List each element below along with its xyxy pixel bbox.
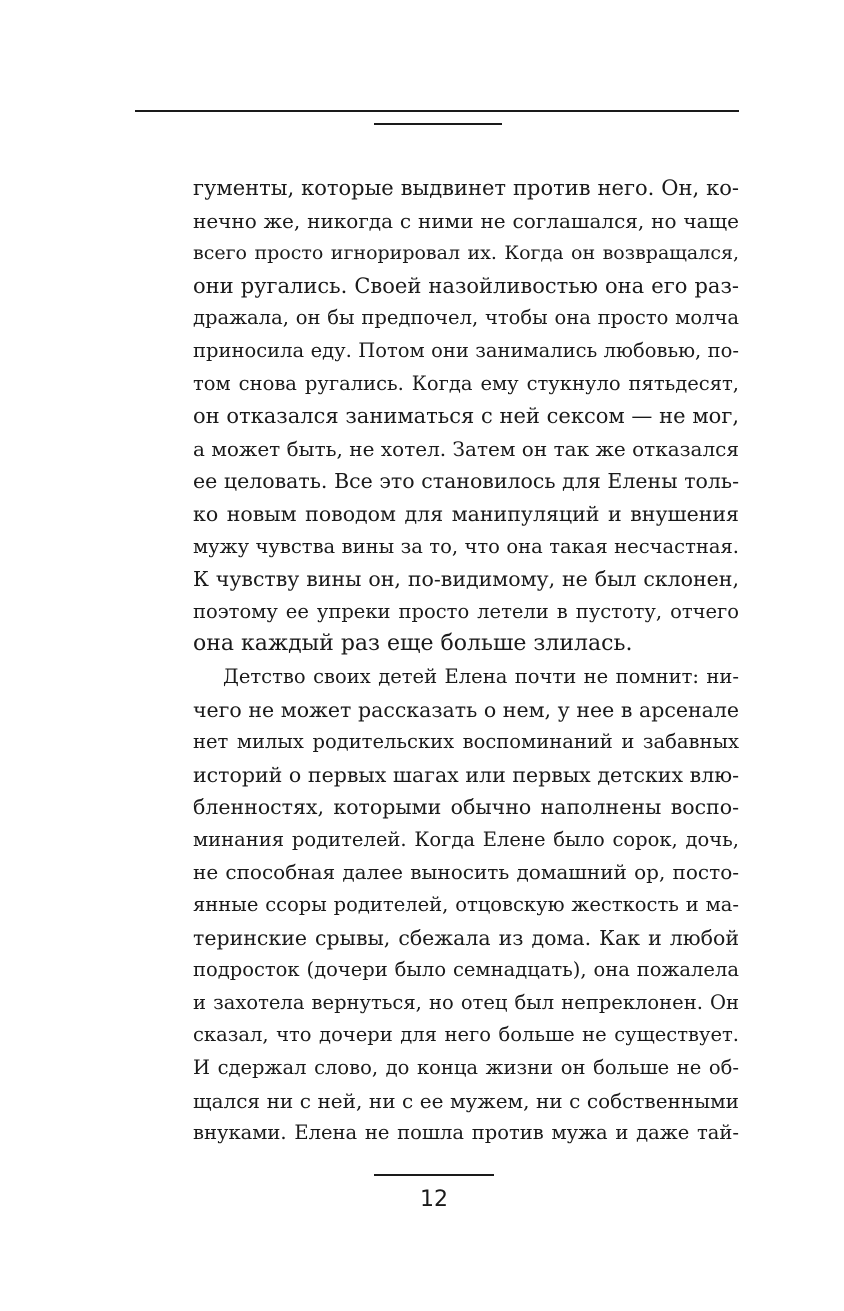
text-line: ко новым поводом для манипуляций и внушения [193,501,739,526]
text-line: К чувству вины он, по-видимому, не был склонен, [193,567,739,592]
text-line: он отказался заниматься с ней сексом — не мог, [193,404,739,429]
text-line: ее целовать. Все это становилось для Елены толь- [193,469,739,494]
text-line: приносила еду. Потом они занимались любовью, по- [193,338,739,362]
text-line: поэтому ее упреки просто летели в пустоту, отчего [193,599,739,623]
text-line: том снова ругались. Когда ему стукнуло пятьдесят, [193,371,739,395]
header-rule-short [374,123,502,125]
text-line: теринские срывы, сбежала из дома. Как и любой [193,925,739,950]
text-line: бленностях, которыми обычно наполнены воспо- [193,795,739,820]
text-line: а может быть, не хотел. Затем он так же отказался [193,436,739,461]
text-line: подросток (дочери было семнадцать), она пожалела [193,958,739,982]
text-line: мужу чувства вины за то, что она такая несчастная. [193,534,739,558]
text-line: щался ни с ней, ни с ее мужем, ни с собственными [193,1088,739,1113]
text-line: не способная далее выносить домашний ор, посто- [193,860,739,885]
text-line: внуками. Елена не пошла против мужа и даже тай- [193,1121,739,1145]
text-line: гументы, которые выдвинет против него. Он, ко- [193,176,739,200]
text-line: чего не может рассказать о нем, у нее в арсенале [193,697,739,722]
text-line: янные ссоры родителей, отцовскую жесткость и ма- [193,893,739,917]
text-line: дражала, он бы предпочел, чтобы она просто молча [193,306,739,330]
text-line: историй о первых шагах или первых детских влю- [193,762,739,787]
header-rule-long [135,110,739,112]
text-line: минания родителей. Когда Елене было сорок, дочь, [193,827,739,851]
text-line: всего просто игнорировал их. Когда он возвращался, [193,242,739,265]
text-line: она каждый раз еще больше злилась. [193,631,633,657]
text-line: И сдержал слово, до конца жизни он больше не об- [193,1056,739,1080]
text-line: они ругались. Своей назойливостью она его раз- [193,273,739,298]
page-number: 12 [420,1187,448,1212]
text-line: нет милых родительских воспоминаний и забавных [193,730,739,754]
body-text [193,172,739,1150]
text-line: и захотела вернуться, но отец был непреклонен. Он [193,990,739,1014]
paragraph-first-line: Детство своих детей Елена почти не помнит: ни- [223,664,739,688]
footer-rule [374,1174,494,1176]
text-line: сказал, что дочери для него больше не существует. [193,1023,739,1047]
text-line: нечно же, никогда с ними не соглашался, но чаще [193,208,739,233]
